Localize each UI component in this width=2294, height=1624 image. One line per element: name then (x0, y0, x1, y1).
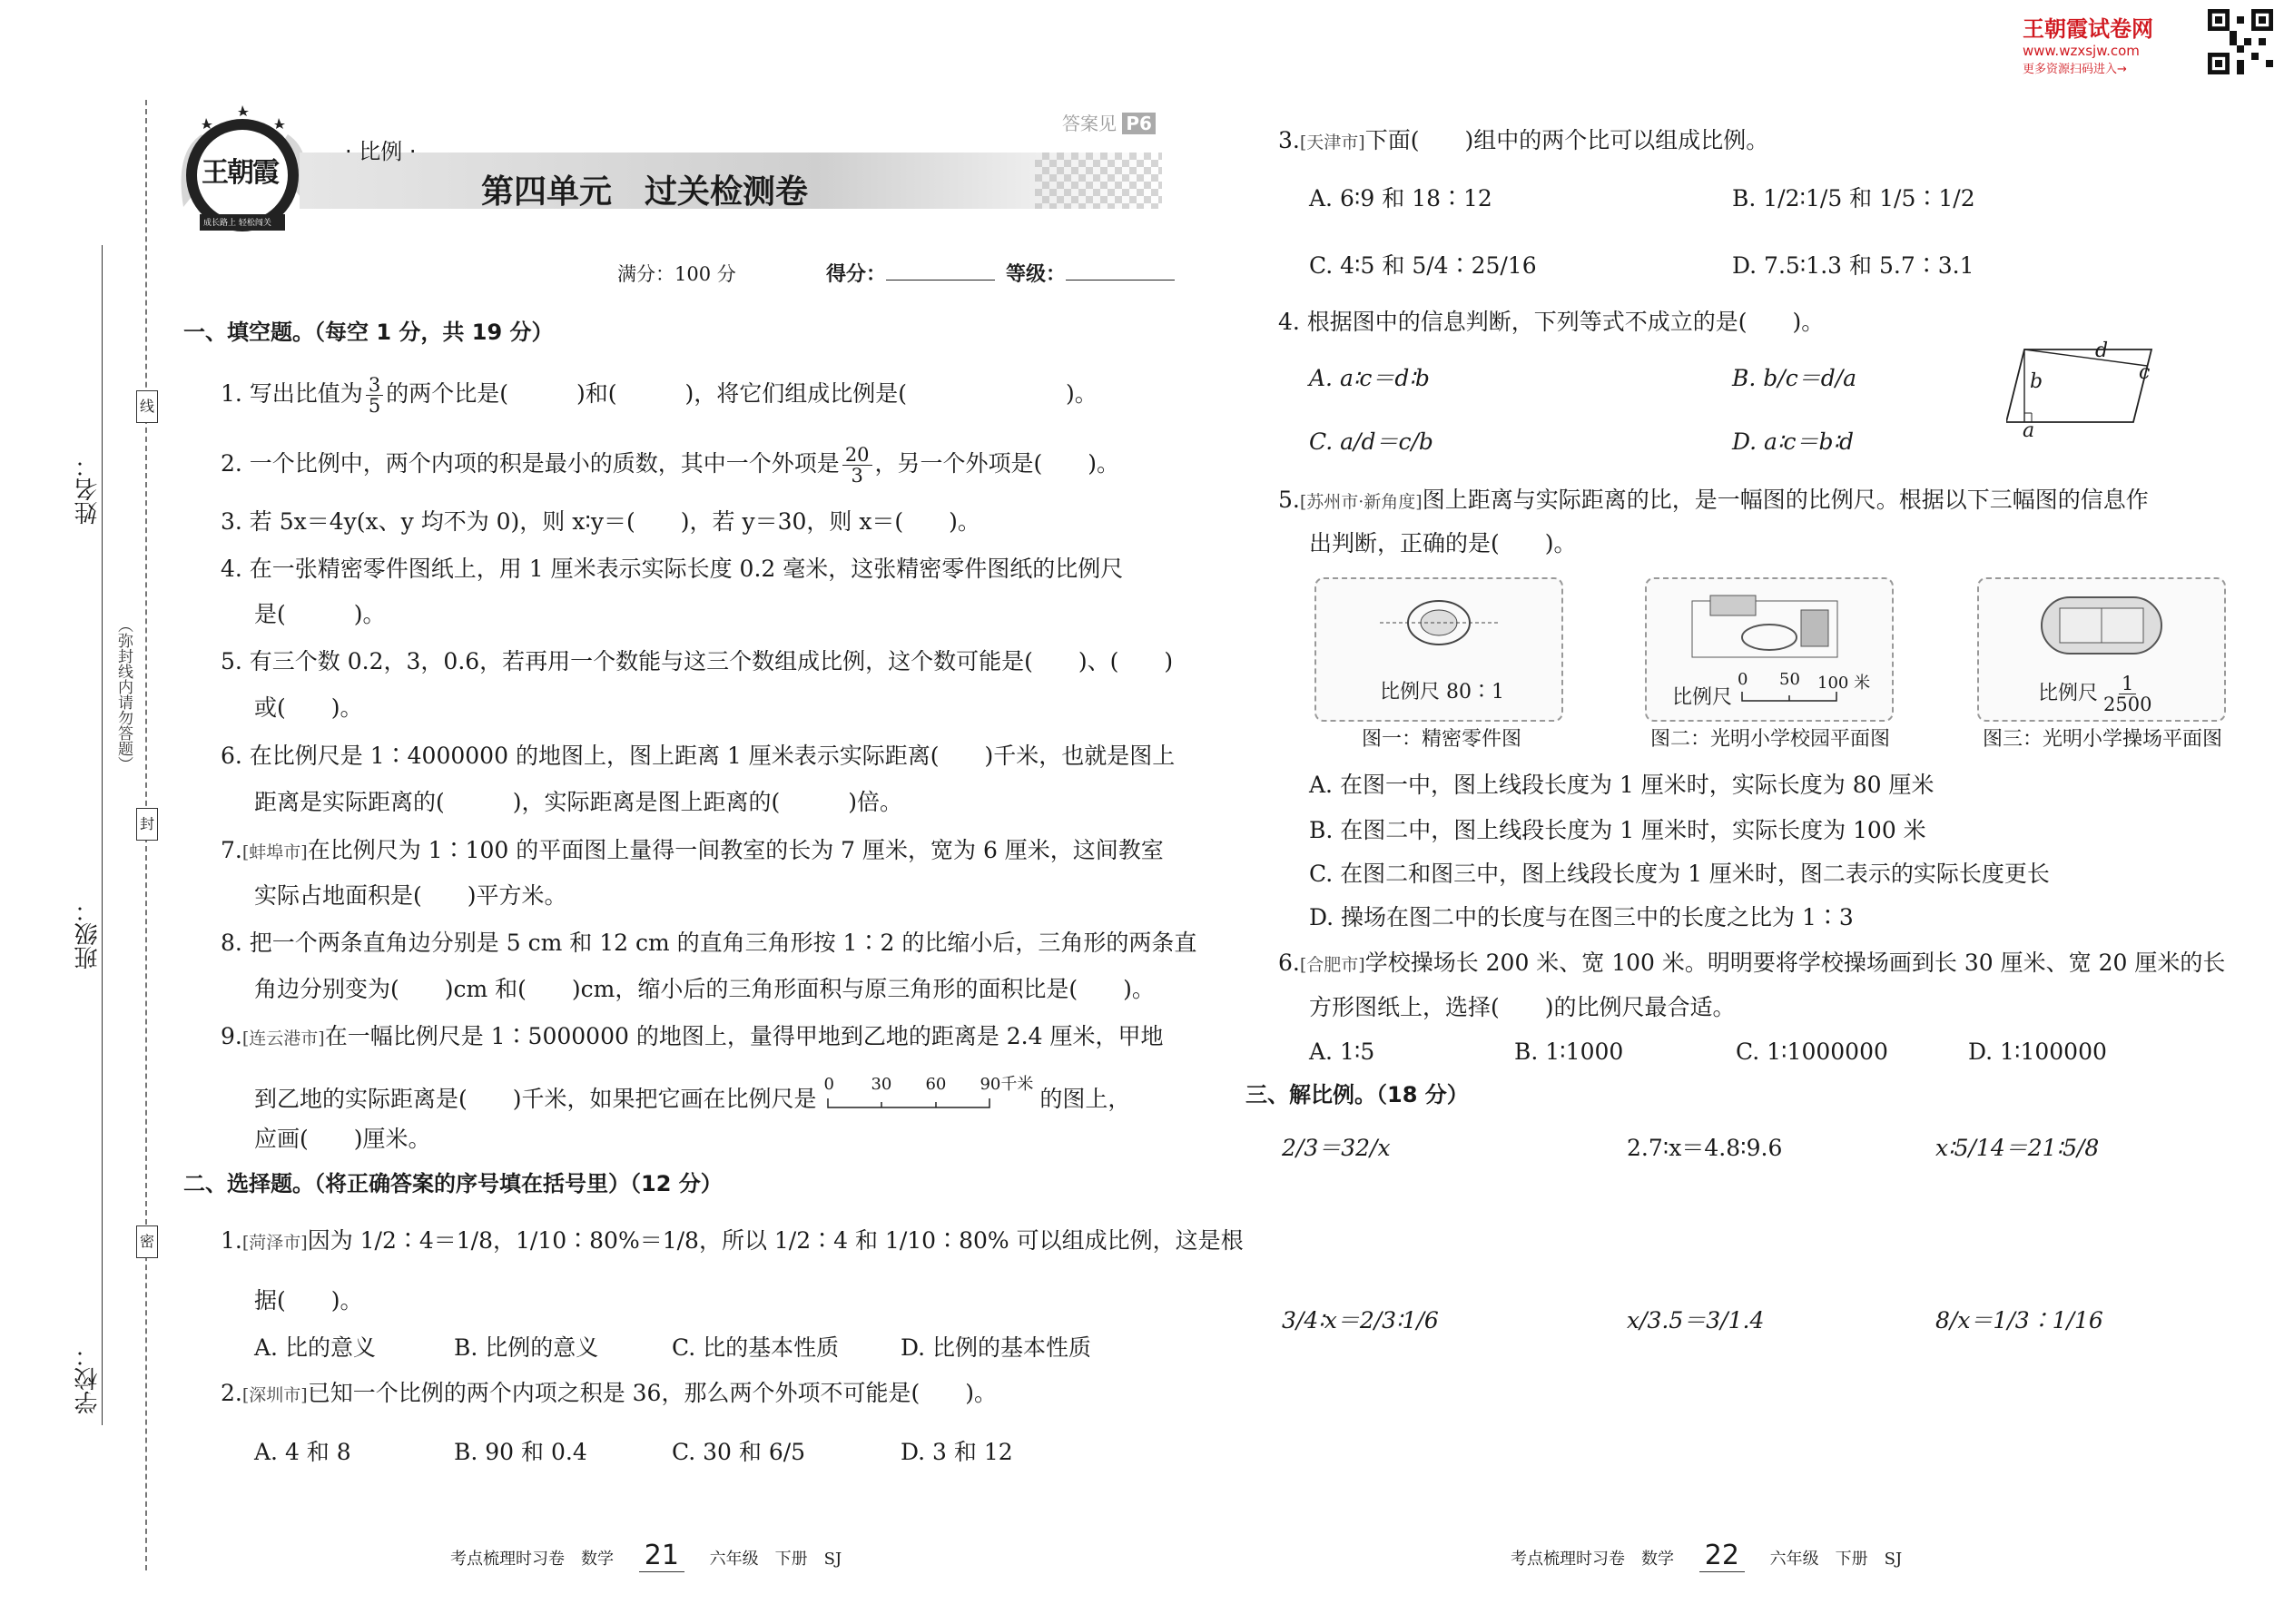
question-2-6-line1: 6.[合肥市]学校操场长 200 米、宽 100 米。明明要将学校操场画到长 30 厘米、宽 20 厘米的长 (1278, 950, 2226, 976)
figure-3-scale (2038, 674, 2157, 714)
q2-5-option-b[interactable]: B. 在图二中，图上线段长度为 1 厘米时，实际长度为 100 米 (1309, 817, 1926, 843)
figure-2-scale-bar (1738, 670, 1874, 706)
figure-1-scale: 比例尺 80∶1 (1380, 681, 1504, 704)
seal-char-2: 封 (136, 808, 158, 841)
question-2-5-line1: 5.[苏州市·新角度]图上距离与实际距离的比，是一幅图的比例尺。根据以下三幅图的信息作 (1278, 487, 2149, 513)
question-1-8-line2: 角边分别变为( )cm 和( )cm，缩小后的三角形面积与原三角形的面积比是( )。 (254, 976, 1155, 1002)
q2-2-option-b[interactable]: B. 90 和 0.4 (454, 1439, 587, 1465)
q2-1-text: 因为 1/2∶4＝1/8，1/10∶80%＝1/8，所以 1/2∶4 和 1/10∶80% 可以组成比例，这是根 (307, 1227, 1244, 1254)
q2-3-option-b[interactable]: B. 1/2∶1/5 和 1/5∶1/2 (1732, 185, 1975, 212)
scale-tick-60: 60 (925, 1075, 947, 1094)
figure-1-caption: 图一：精密零件图 (1362, 728, 1522, 751)
question-1-4-line2: 是( )。 (254, 601, 386, 627)
equation-5: x/3.5＝3/1.4 (1627, 1307, 1765, 1334)
question-1-6-line1: 6. 在比例尺是 1∶4000000 的地图上，图上距离 1 厘米表示实际距离( )千米，也就是图上 (221, 743, 1176, 769)
q2-5-text: 图上距离与实际距离的比，是一幅图的比例尺。根据以下三幅图的信息作 (1422, 487, 2149, 513)
footer-left-series: 考点梳理时习卷 数学 (450, 1550, 614, 1569)
precision-part-icon (1380, 595, 1498, 650)
figure-3-box (1977, 577, 2226, 722)
brand-name: 王朝霞试卷网 (2023, 16, 2153, 42)
question-1-5-line2: 或( )。 (254, 694, 363, 721)
question-1-9-line1: 9.[连云港市]在一幅比例尺是 1∶5000000 的地图上，量得甲地到乙地的距离是 2.4 厘米，甲地 (221, 1023, 1164, 1049)
q2-6-option-d[interactable]: D. 1∶100000 (1968, 1038, 2107, 1065)
answer-page-badge[interactable]: P6 (1122, 113, 1156, 134)
q2-2-option-c[interactable]: C. 30 和 6/5 (672, 1439, 806, 1465)
q1-1-text-a: 1. 写出比值为 (221, 380, 363, 408)
q2-1-tag: [菏泽市] (241, 1233, 308, 1253)
seal-char-3: 密 (136, 1225, 158, 1258)
unit-topic: · 比例 · (345, 139, 417, 164)
frac-den: 5 (368, 395, 381, 418)
q2-5-option-d[interactable]: D. 操场在图二中的长度与在图三中的长度之比为 1∶3 (1309, 904, 1854, 930)
q2-1-option-d[interactable]: D. 比例的基本性质 (901, 1334, 1092, 1361)
scale-tick-30: 30 (871, 1075, 892, 1094)
figure-3-caption: 图三：光明小学操场平面图 (1983, 728, 2223, 751)
q2-1-option-a[interactable]: A. 比的意义 (254, 1334, 376, 1361)
score-blank[interactable] (886, 280, 995, 281)
q1-2-fraction (842, 445, 872, 486)
scale-tick-90: 90千米 (980, 1075, 1034, 1094)
figure-2-scale: 比例尺 (1672, 686, 1733, 709)
figure-3-scale-frac (2101, 674, 2154, 714)
q2-4-option-a[interactable]: A. a∶c＝d∶b (1309, 365, 1430, 391)
figure-3-scale-label: 比例尺 (2038, 682, 2099, 705)
logo-text: 王朝霞 (202, 157, 278, 189)
q1-1-fraction (366, 375, 383, 416)
q2-4-option-b[interactable]: B. b/c＝d/a (1732, 365, 1857, 391)
page-title: 第四单元 过关检测卷 (481, 173, 809, 211)
q1-2-text-a: 2. 一个比例中，两个内项的积是最小的质数，其中一个外项是 (221, 450, 840, 477)
q2-6-option-c[interactable]: C. 1∶1000000 (1736, 1038, 1888, 1065)
q2-3-tag: [天津市] (1299, 133, 1365, 153)
qr-code-icon[interactable] (2208, 9, 2273, 74)
q2-1-option-b[interactable]: B. 比例的意义 (454, 1334, 599, 1361)
q2-3-option-c[interactable]: C. 4∶5 和 5/4∶25/16 (1309, 252, 1537, 279)
question-1-3: 3. 若 5x＝4y(x、y 均不为 0)，则 x∶y＝( )，若 y＝30，则 x＝( )。 (221, 508, 980, 535)
question-1-4-line1: 4. 在一张精密零件图纸上，用 1 厘米表示实际长度 0.2 毫米，这张精密零件图纸的比例尺 (221, 556, 1124, 582)
grade-field[interactable] (1006, 263, 1175, 287)
seal-note: （弥封线内请勿答题） (114, 617, 133, 772)
frac-num: 20 (842, 445, 872, 466)
binding-solid-line (102, 245, 103, 1425)
q2-1-option-c[interactable]: C. 比的基本性质 (672, 1334, 840, 1361)
question-1-9-line2 (254, 1075, 1131, 1113)
q1-7-text: 在比例尺为 1∶100 的平面图上量得一间教室的长为 7 厘米，宽为 6 厘米，这间教室 (307, 837, 1164, 863)
question-1-6-line2: 距离是实际距离的( )，实际距离是图上距离的( )倍。 (254, 789, 903, 815)
q2-5-tag: [苏州市·新角度] (1299, 492, 1423, 512)
fig2-tick-0: 0 (1738, 670, 1748, 689)
q2-6-text: 学校操场长 200 米、宽 100 米。明明要将学校操场画到长 30 厘米、宽 20 厘米的长 (1364, 950, 2226, 976)
q2-2-option-a[interactable]: A. 4 和 8 (254, 1439, 351, 1465)
scale-bar-line (827, 1098, 990, 1109)
title-checker-pattern (1035, 153, 1162, 209)
equation-2: 2.7∶x＝4.8∶9.6 (1627, 1135, 1783, 1161)
frac-den: 3 (851, 465, 863, 487)
q2-5-option-a[interactable]: A. 在图一中，图上线段长度为 1 厘米时，实际长度为 80 厘米 (1309, 772, 1935, 798)
question-2-5-line2: 出判断，正确的是( )。 (1309, 530, 1577, 556)
class-label: 班级： (74, 899, 102, 969)
question-1-1 (221, 375, 1098, 416)
brand-url[interactable]: www.wzxsjw.com (2023, 43, 2140, 59)
figure-2-caption: 图二：光明小学校园平面图 (1650, 728, 1891, 751)
footer-left (450, 1540, 842, 1572)
q2-6-option-b[interactable]: B. 1∶1000 (1514, 1038, 1624, 1065)
brand-tagline: 更多资源扫码进入→ (2023, 63, 2127, 76)
frac-den: 2500 (2103, 694, 2152, 716)
part2-heading: 二、选择题。（将正确答案的序号填在括号里）（12 分） (183, 1171, 723, 1196)
fig2-tick-100: 100 米 (1817, 674, 1871, 693)
full-score: 满分：100 分 (617, 263, 736, 285)
question-1-9-line3: 应画( )厘米。 (254, 1126, 431, 1152)
question-2-2: 2.[深圳市]已知一个比例的两个内项之积是 36，那么两个外项不可能是( )。 (221, 1380, 997, 1406)
q2-5-option-c[interactable]: C. 在图二和图三中，图上线段长度为 1 厘米时，图二表示的实际长度更长 (1309, 861, 2050, 887)
question-2-6-line2: 方形图纸上，选择( )的比例尺最合适。 (1309, 994, 1736, 1020)
q2-4-option-d[interactable]: D. a∶c＝b∶d (1732, 428, 1854, 455)
q1-9-tag: [连云港市] (241, 1029, 325, 1048)
logo-motto: 成长路上 轻松闯关 (203, 219, 271, 228)
q2-2-tag: [深圳市] (241, 1385, 308, 1405)
q1-1-text-b: 的两个比是( )和( )，将它们组成比例是( )。 (386, 380, 1098, 408)
question-1-7-line2: 实际占地面积是( )平方米。 (254, 882, 567, 909)
q1-7-tag: [蚌埠市] (241, 842, 308, 862)
name-label: 姓名： (74, 454, 102, 525)
fig-label-c: c (2139, 361, 2151, 384)
scale-tick-0: 0 (823, 1075, 834, 1094)
q2-2-option-d[interactable]: D. 3 和 12 (901, 1439, 1013, 1465)
question-2-1-line2: 据( )。 (254, 1287, 363, 1314)
question-2-1-line1: 1.[菏泽市]因为 1/2∶4＝1/8，1/10∶80%＝1/8，所以 1/2∶4 和 1/10∶80% 可以组成比例，这是根 (221, 1227, 1244, 1254)
equation-6: 8/x＝1/3∶1/16 (1935, 1307, 2103, 1334)
part3-heading: 三、解比例。（18 分） (1245, 1082, 1469, 1107)
q2-3-text: 下面( )组中的两个比可以组成比例。 (1364, 127, 1769, 153)
frac-num: 3 (366, 375, 383, 396)
grade-label: 等级： (1006, 263, 1067, 286)
sports-field-icon (2038, 594, 2165, 657)
footer-left-grade: 六年级 下册 SJ (709, 1550, 842, 1569)
answer-ref (1062, 109, 1156, 135)
figure-1-box (1314, 577, 1563, 722)
q1-9-text: 在一幅比例尺是 1∶5000000 的地图上，量得甲地到乙地的距离是 2.4 厘米，甲地 (324, 1023, 1164, 1049)
score-field[interactable] (826, 263, 995, 287)
q2-2-text: 已知一个比例的两个内项之积是 36，那么两个外项不可能是( )。 (307, 1380, 997, 1406)
fig2-scale-line (1741, 692, 1841, 703)
part1-heading: 一、填空题。（每空 1 分，共 19 分） (183, 320, 554, 345)
fig-label-a: a (2023, 419, 2035, 442)
fig2-tick-50: 50 (1779, 670, 1800, 689)
brand-block (2023, 11, 2204, 76)
footer-right-series: 考点梳理时习卷 数学 (1511, 1550, 1674, 1569)
question-2-4: 4. 根据图中的信息判断，下列等式不成立的是( )。 (1278, 309, 1825, 335)
equation-1: 2/3＝32/x (1282, 1135, 1391, 1161)
q2-6-option-a[interactable]: A. 1∶5 (1309, 1038, 1375, 1065)
q2-6-tag: [合肥市] (1299, 955, 1365, 975)
footer-left-page: 21 (639, 1540, 684, 1572)
footer-right-grade: 六年级 下册 SJ (1769, 1550, 1903, 1569)
score-label: 得分： (826, 263, 887, 286)
answer-ref-label: 答案见 (1062, 113, 1117, 134)
grade-blank[interactable] (1066, 280, 1175, 281)
scale-bar (823, 1075, 1034, 1113)
question-1-5-line1: 5. 有三个数 0.2，3，0.6，若再用一个数能与这三个数组成比例，这个数可能是( )、( ) (221, 648, 1174, 674)
q2-4-option-c[interactable]: C. a/d＝c/b (1309, 428, 1433, 455)
question-1-8-line1: 8. 把一个两条直角边分别是 5 cm 和 12 cm 的直角三角形按 1∶2 的比缩小后，三角形的两条直 (221, 930, 1197, 956)
q1-9-text-a: 到乙地的实际距离是( )千米，如果把它画在比例尺是 (254, 1086, 817, 1112)
q1-2-text-b: ，另一个外项是( )。 (874, 450, 1120, 477)
q2-3-option-a[interactable]: A. 6∶9 和 18∶12 (1309, 185, 1492, 212)
footer-right-page: 22 (1699, 1540, 1745, 1572)
frac-num: 1 (2119, 674, 2136, 694)
q2-3-option-d[interactable]: D. 7.5∶1.3 和 5.7∶3.1 (1732, 252, 1974, 279)
figure-2-box (1645, 577, 1894, 722)
equation-3: x∶5/14＝21∶5/8 (1935, 1135, 2100, 1161)
equation-4: 3/4∶x＝2/3∶1/6 (1282, 1307, 1439, 1334)
question-1-2 (221, 445, 1119, 486)
question-2-3: 3.[天津市]下面( )组中的两个比可以组成比例。 (1278, 127, 1769, 153)
school-label: 学校： (74, 1343, 102, 1414)
fig-label-d: d (2095, 340, 2109, 362)
footer-right (1511, 1540, 1902, 1572)
question-1-7-line1: 7.[蚌埠市]在比例尺为 1∶100 的平面图上量得一间教室的长为 7 厘米，宽为 6 厘米，这间教室 (221, 837, 1164, 863)
fig-label-b: b (2030, 370, 2043, 393)
seal-char-1: 线 (136, 390, 158, 423)
q1-9-text-b: 的图上， (1039, 1086, 1131, 1112)
campus-map-icon (1683, 592, 1846, 664)
